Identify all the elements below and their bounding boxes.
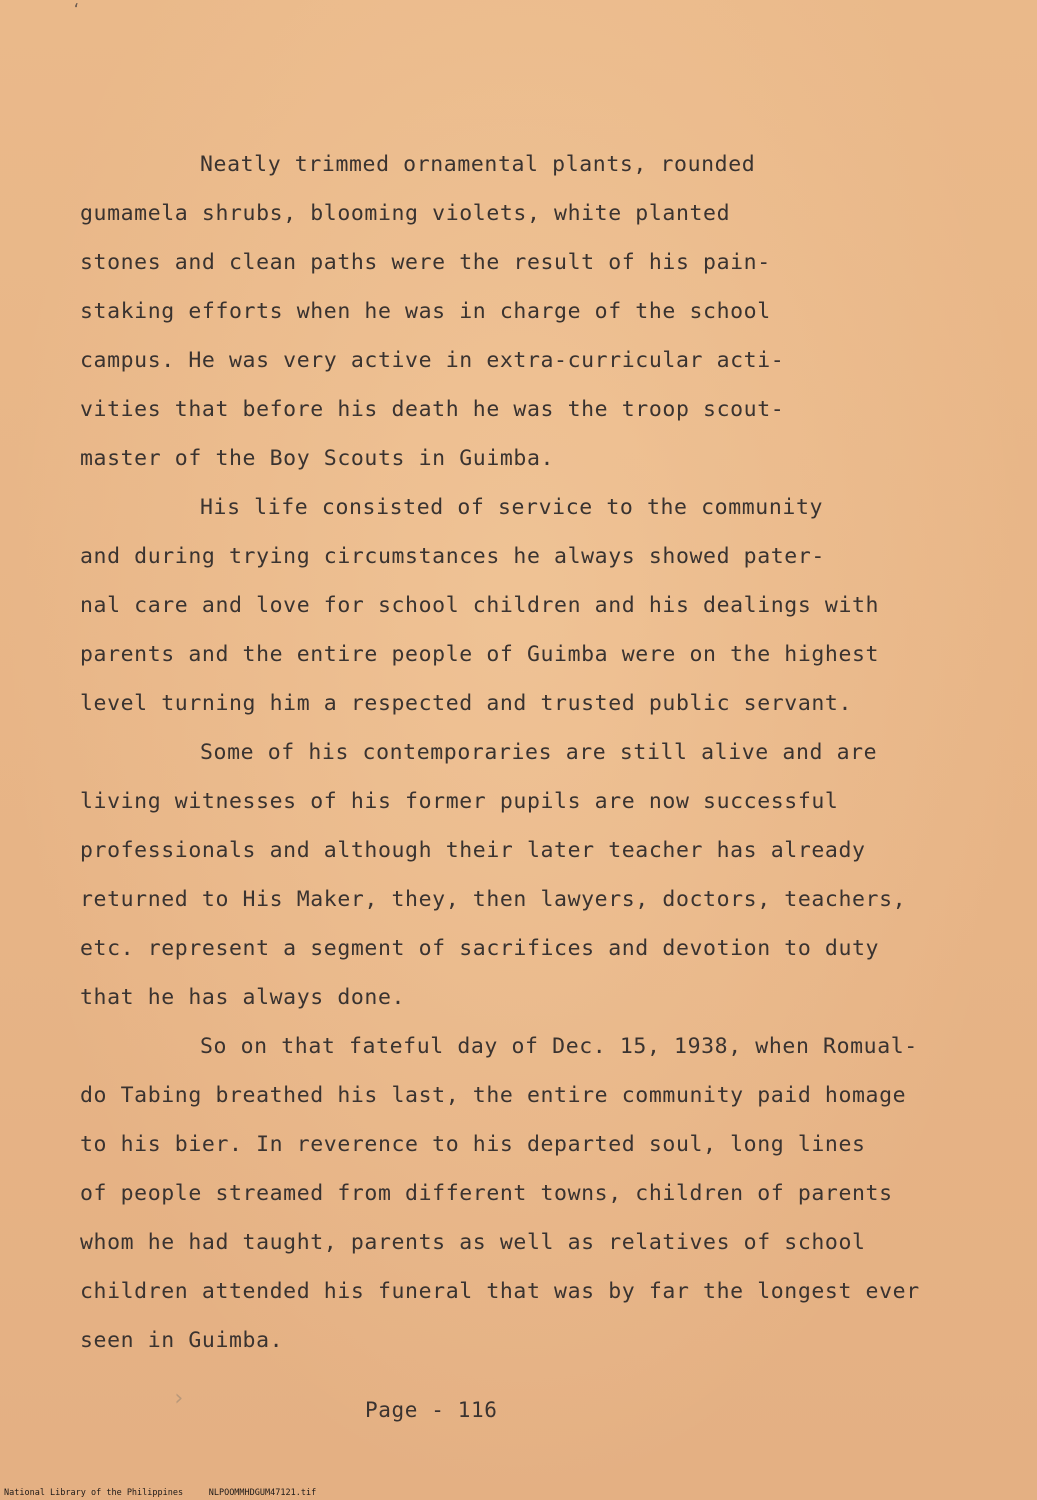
pencil-mark: ›: [172, 1386, 186, 1411]
text-line: So on that fateful day of Dec. 15, 1938, when Romual-: [200, 1034, 918, 1059]
text-line: whom he had taught, parents as well as relatives of school: [80, 1230, 866, 1255]
text-line: living witnesses of his former pupils are now successful: [80, 789, 839, 814]
text-line: of people streamed from different towns, children of parents: [80, 1181, 893, 1206]
text-line: etc. represent a segment of sacrifices and devotion to duty: [80, 936, 880, 961]
text-line: Some of his contemporaries are still alive and are: [200, 740, 878, 765]
scan-footer: [4, 1486, 316, 1500]
text-line: seen in Guimba.: [80, 1328, 284, 1353]
page-number: Page - 116: [365, 1398, 498, 1422]
text-line: Neatly trimmed ornamental plants, rounded: [200, 152, 756, 177]
text-line: stones and clean paths were the result of his pain-: [80, 250, 771, 275]
footer-filename: NLPOOMMHDGUM47121.tif: [208, 1488, 317, 1498]
text-line: and during trying circumstances he always showed pater-: [80, 544, 825, 569]
text-line: parents and the entire people of Guimba were on the highest: [80, 642, 880, 667]
footer-library: National Library of the Philippines: [4, 1488, 184, 1498]
text-line: vities that before his death he was the troop scout-: [80, 397, 785, 422]
text-line: to his bier. In reverence to his departed soul, long lines: [80, 1132, 866, 1157]
text-line: returned to His Maker, they, then lawyers, doctors, teachers,: [80, 887, 907, 912]
ink-speck: ‘: [72, 2, 81, 18]
text-line: gumamela shrubs, blooming violets, white planted: [80, 201, 731, 226]
text-line: staking efforts when he was in charge of the school: [80, 299, 771, 324]
text-line: do Tabing breathed his last, the entire community paid homage: [80, 1083, 907, 1108]
text-line: master of the Boy Scouts in Guimba.: [80, 446, 555, 471]
text-line: level turning him a respected and trusted public servant.: [80, 691, 853, 716]
text-line: nal care and love for school children and his dealings with: [80, 593, 880, 618]
text-line: professionals and although their later teacher has already: [80, 838, 866, 863]
body-text: [80, 140, 985, 1365]
text-line: His life consisted of service to the community: [200, 495, 824, 520]
text-line: children attended his funeral that was by far the longest ever: [80, 1279, 920, 1304]
text-line: that he has always done.: [80, 985, 406, 1010]
text-line: campus. He was very active in extra-curricular acti-: [80, 348, 785, 373]
